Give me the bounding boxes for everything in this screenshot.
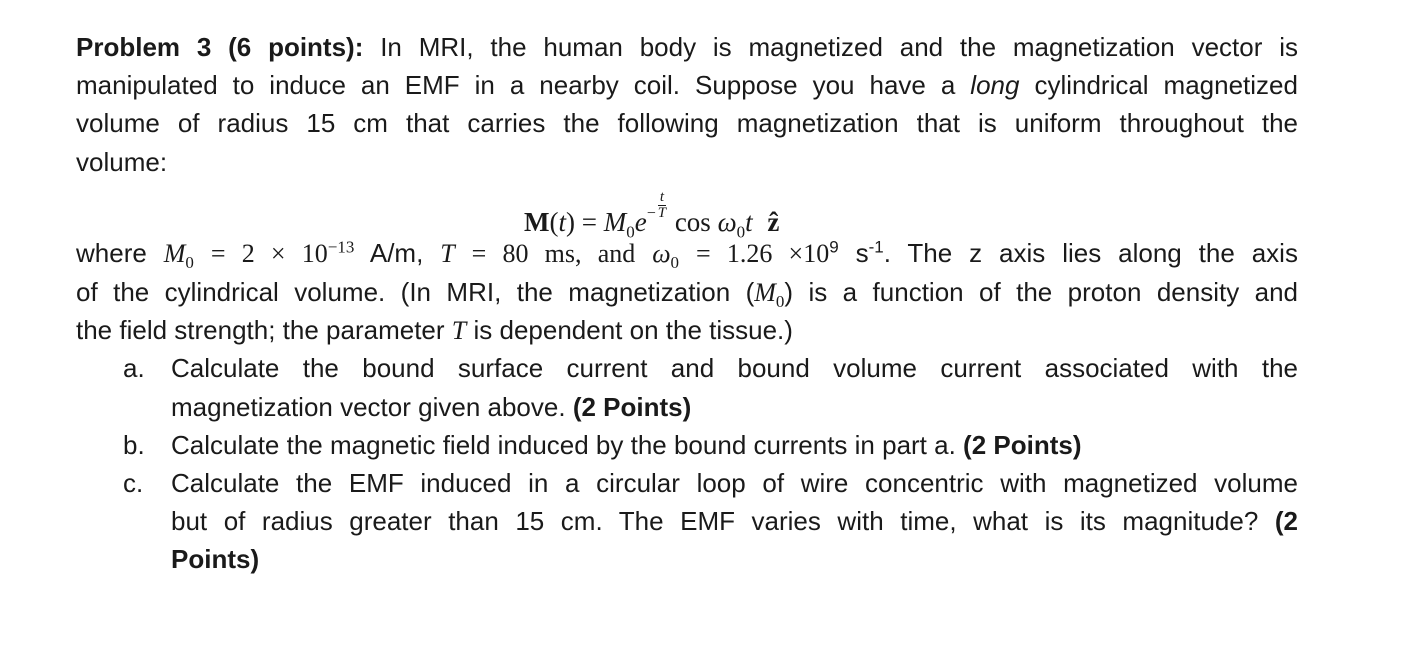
eq-minus: − bbox=[646, 205, 656, 222]
eq-omega: ω bbox=[717, 207, 737, 237]
intro-text-4: volume: bbox=[76, 147, 168, 177]
eq-frac-den: T bbox=[657, 205, 667, 221]
item-a-points: (2 Points) bbox=[572, 392, 692, 422]
item-b-line-1 bbox=[171, 426, 1298, 464]
item-c-line-1: Calculate the EMF induced in a circular loop of wire concentric with magnetized volume bbox=[171, 468, 1298, 498]
item-c-points-2: Points) bbox=[171, 544, 260, 574]
item-c-marker: c. bbox=[123, 468, 144, 498]
intro-line-1 bbox=[76, 28, 1298, 66]
params-line2a: of the cylindrical volume. (In MRI, the magnetization ( bbox=[76, 277, 755, 307]
params-line-3 bbox=[76, 311, 1298, 350]
item-a-text: magnetization vector given above. bbox=[171, 392, 566, 422]
params-exp1: −13 bbox=[327, 237, 355, 257]
item-a-line-1: Calculate the bound surface current and bound volume current associated with the bbox=[171, 353, 1298, 383]
item-c-text: but of radius greater than 15 cm. The EMF varies with time, what is its magnitude? bbox=[171, 506, 1259, 536]
intro-text-2: manipulated to induce an EMF in a nearby coil. Suppose you have a bbox=[76, 70, 956, 100]
item-b-points: (2 Points) bbox=[963, 430, 1082, 460]
params-eq2: = 80 ms, and bbox=[471, 239, 636, 268]
intro-text-2-end: cylindrical magnetized bbox=[1034, 70, 1298, 100]
problem-heading: Problem 3 (6 points): bbox=[76, 32, 364, 62]
params-exp3: -1 bbox=[868, 237, 884, 257]
params-T-2: T bbox=[451, 316, 467, 345]
params-line-2: of the cylindrical volume. (In MRI, the magnetization $(M_0)$ is a function of the proton density and bbox=[76, 277, 1298, 312]
item-b-marker: b. bbox=[123, 430, 145, 460]
intro-text-1: In MRI, the human body is magnetized and the magnetization vector is bbox=[380, 32, 1298, 62]
params-unit1: A/m, bbox=[369, 238, 424, 268]
params-unit2: s bbox=[855, 238, 869, 268]
item-a-line-2 bbox=[171, 388, 1298, 426]
eq-frac-num: t bbox=[658, 190, 666, 206]
item-c-points-1: (2 bbox=[1274, 506, 1298, 536]
params-tail: . The z axis lies along the axis bbox=[883, 238, 1298, 268]
eq-fraction bbox=[658, 190, 666, 221]
item-b-text: Calculate the magnetic field induced by the bound currents in part a. bbox=[171, 430, 956, 460]
params-line3a: the field strength; the parameter bbox=[76, 315, 445, 345]
intro-line-2 bbox=[76, 66, 1298, 104]
eq-unit-vector: ẑ bbox=[767, 207, 780, 237]
params-eq3: = 1.26 ×10 bbox=[695, 239, 830, 268]
params-eq1: = 2 × 10 bbox=[210, 239, 328, 268]
intro-text-3: volume of radius 15 cm that carries the following magnetization that is uniform throughout the bbox=[76, 108, 1298, 138]
magnetization-equation: $M(t) = M_0e^-$ $\frac{t}{T}$ $\cos \omega_0t$ ẑ bbox=[524, 189, 780, 242]
intro-line-4 bbox=[76, 143, 1298, 181]
params-where: where bbox=[76, 238, 147, 268]
params-line3b: is dependent on the tissue.) bbox=[473, 315, 793, 345]
params-line-1: where $M_0 = 2 \times 10^{-13}$ A/m, T = 80 ms, and $\omega_0 = 1.26 \times 10^9$ $s^{-1}$. The z axis lies along the axis bbox=[76, 237, 1298, 273]
item-c-line-3 bbox=[171, 540, 1298, 578]
eq-lhs: (t) = M bbox=[549, 207, 627, 237]
eq-sub-0: 0 bbox=[626, 222, 635, 242]
intro-italic-long: long bbox=[970, 70, 1020, 100]
eq-t: t bbox=[745, 207, 753, 237]
params-exp2: 9 bbox=[829, 237, 839, 257]
params-M: M bbox=[163, 239, 186, 268]
eq-e: e bbox=[634, 207, 647, 237]
eq-cos: cos bbox=[674, 207, 711, 237]
item-a-marker: a. bbox=[123, 353, 145, 383]
item-c-line-2 bbox=[171, 502, 1298, 540]
intro-line-3 bbox=[76, 104, 1298, 142]
params-T: T bbox=[440, 239, 455, 268]
params-omega: ω bbox=[652, 239, 671, 268]
params-line2b: ) is a function of the proton density and bbox=[784, 277, 1298, 307]
